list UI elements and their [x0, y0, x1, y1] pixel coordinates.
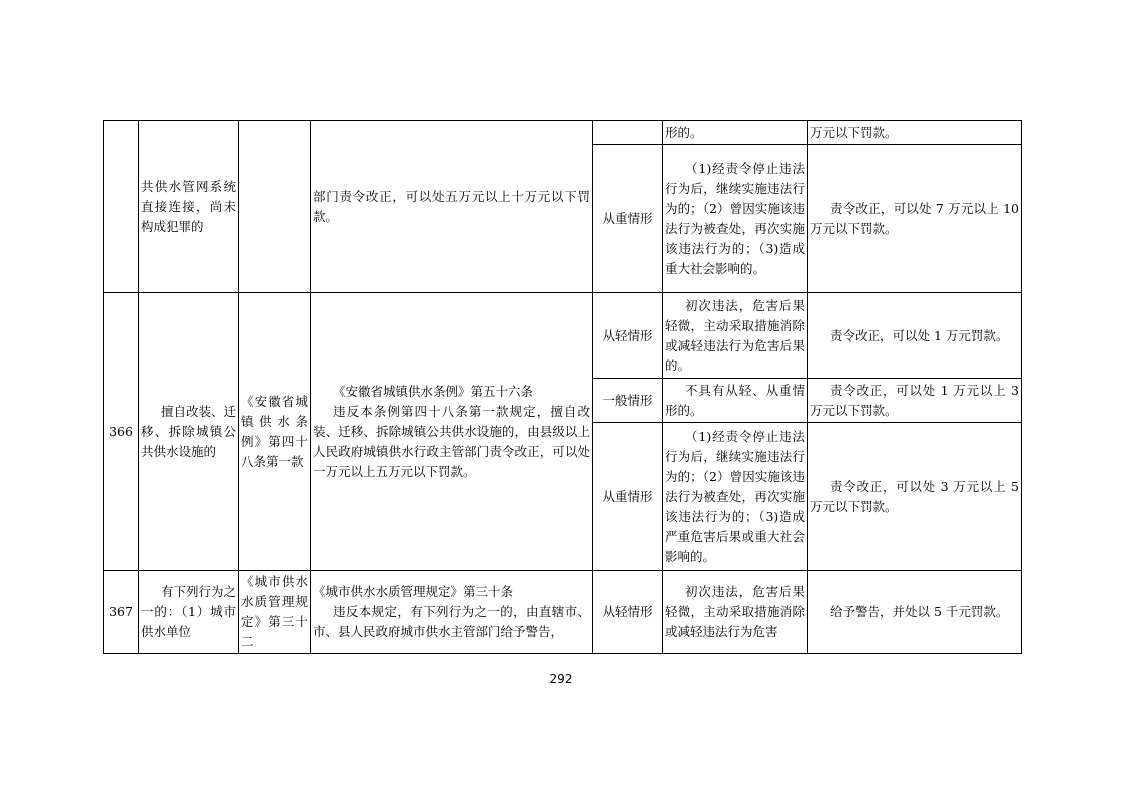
table-row — [104, 293, 1022, 379]
penalty-standard-cell: 给予警告，并处以 5 千元罚款。 — [808, 571, 1022, 654]
penalty-standard-cell: 万元以下罚款。 — [808, 121, 1022, 145]
circumstance-cell: 不具有从轻、从重情形的。 — [663, 379, 808, 423]
penalty-provision-cell — [311, 293, 593, 571]
circumstance-cell: 初次违法，危害后果轻微，主动采取措施消除或减轻违法行为危害 — [663, 571, 808, 654]
circumstance-level-cell: 从轻情形 — [593, 293, 663, 379]
circumstance-cell: 初次违法，危害后果轻微，主动采取措施消除或减轻违法行为危害后果的。 — [663, 293, 808, 379]
table-row — [104, 121, 1022, 145]
circumstance-level-cell: 从重情形 — [593, 145, 663, 293]
violation-item-cell: 擅自改装、迁移、拆除城镇公共供水设施的 — [139, 293, 239, 571]
provision-title: 《城市供水水质管理规定》第三十条 — [313, 584, 514, 599]
penalty-provision-cell: 部门责令改正，可以处五万元以上十万元以下罚款。 — [311, 121, 593, 293]
violation-item-cell: 有下列行为之一的：（1）城市供水单位 — [139, 571, 239, 654]
circumstance-level-cell — [593, 121, 663, 145]
penalty-standard-cell: 责令改正，可以处 7 万元以上 10 万元以下罚款。 — [808, 145, 1022, 293]
penalty-standard-cell: 责令改正，可以处 1 万元以上 3 万元以下罚款。 — [808, 379, 1022, 423]
provision-body: 违反本条例第四十八条第一款规定，擅自改装、迁移、拆除城镇公共供水设施的，由县级以上人民政府城镇供水行政主管部门责令改正，可以处一万元以上五万元以下罚款。 — [313, 403, 590, 479]
page-number: 292 — [549, 672, 573, 686]
penalty-discretion-table — [103, 120, 1022, 654]
table-row — [104, 571, 1022, 654]
legal-basis-cell — [239, 121, 311, 293]
circumstance-cell: 形的。 — [663, 121, 808, 145]
violation-item-cell: 共供水管网系统直接连接，尚未构成犯罪的 — [139, 121, 239, 293]
penalty-provision-cell — [311, 571, 593, 654]
provision-title: 《安徽省城镇供水条例》第五十六条 — [333, 383, 534, 399]
circumstance-cell: （1)经责令停止违法行为后，继续实施违法行为的；（2）曾因实施该违法行为被查处，再次实施该违法行为的；（3)造成重大社会影响的。 — [663, 145, 808, 293]
penalty-standard-cell: 责令改正，可以处 3 万元以上 5 万元以下罚款。 — [808, 423, 1022, 571]
provision-body: 违反本规定，有下列行为之一的，由直辖市、市、县人民政府城市供水主管部门给予警告， — [313, 604, 590, 639]
legal-basis-cell: 《城市供水水质管理规定》第三十二 — [239, 571, 311, 654]
circumstance-level-cell: 一般情形 — [593, 379, 663, 423]
row-number-cell: 366 — [104, 293, 139, 571]
row-number-cell — [104, 121, 139, 293]
penalty-standard-cell: 责令改正，可以处 1 万元罚款。 — [808, 293, 1022, 379]
circumstance-cell: （1)经责令停止违法行为后，继续实施违法行为的；（2）曾因实施该违法行为被查处，再次实施该违法行为的；（3)造成严重危害后果或重大社会影响的。 — [663, 423, 808, 571]
row-number-cell: 367 — [104, 571, 139, 654]
circumstance-level-cell: 从重情形 — [593, 423, 663, 571]
circumstance-level-cell: 从轻情形 — [593, 571, 663, 654]
legal-basis-cell: 《安徽省城镇供水条例》第四十八条第一款 — [239, 293, 311, 571]
